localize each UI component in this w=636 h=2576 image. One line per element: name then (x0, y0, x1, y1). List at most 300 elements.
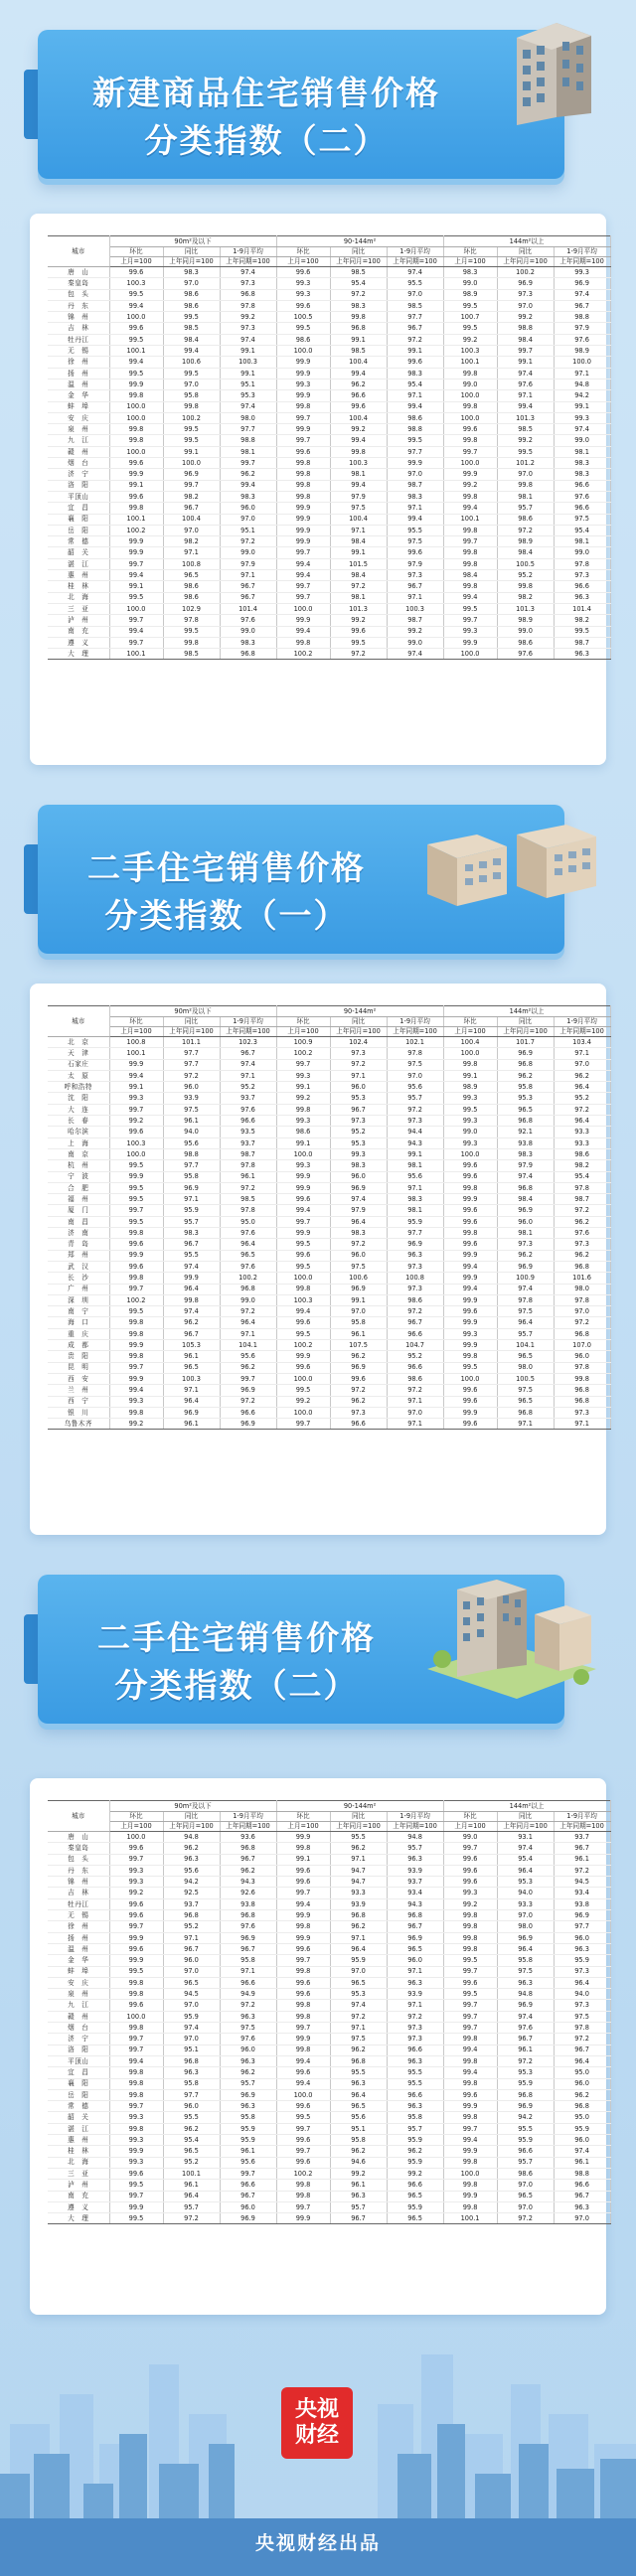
index-value-cell: 97.1 (163, 1194, 220, 1205)
index-value-cell: 96.8 (163, 2055, 220, 2066)
city-name-cell: 郑 州 (48, 1250, 109, 1261)
city-name-cell: 徐 州 (48, 357, 109, 368)
index-value-cell: 97.1 (387, 2000, 443, 2011)
index-value-cell: 96.9 (330, 1284, 387, 1294)
index-value-cell: 101.4 (220, 603, 276, 614)
index-value-cell: 100.4 (330, 357, 387, 368)
city-name-cell: 泸 州 (48, 2180, 109, 2191)
index-value-cell: 95.0 (220, 1216, 276, 1227)
index-value-cell: 96.0 (220, 2045, 276, 2055)
index-value-cell: 96.8 (497, 1116, 554, 1127)
index-value-cell: 99.5 (443, 1362, 497, 1373)
index-value-cell: 97.2 (497, 2213, 554, 2224)
index-value-cell: 97.1 (497, 390, 554, 401)
index-value-cell: 99.8 (276, 2000, 330, 2011)
column-group-size: 90m²及以下 (109, 1006, 276, 1017)
column-group-size: 90-144m² (276, 236, 443, 247)
index-value-cell: 99.4 (330, 480, 387, 491)
index-value-cell: 99.1 (109, 581, 163, 592)
index-value-cell: 99.9 (276, 1932, 330, 1943)
index-value-cell: 100.0 (276, 1373, 330, 1384)
index-value-cell: 95.7 (497, 503, 554, 514)
index-value-cell: 97.0 (387, 469, 443, 480)
index-value-cell: 96.4 (220, 1239, 276, 1250)
index-value-cell: 100.0 (109, 412, 163, 423)
index-value-cell: 97.0 (554, 2213, 610, 2224)
index-value-cell: 96.2 (554, 1250, 610, 1261)
city-name-cell: 金 华 (48, 390, 109, 401)
table-row (48, 1093, 610, 1104)
city-name-cell: 徐 州 (48, 1921, 109, 1932)
index-value-cell: 98.3 (330, 1228, 387, 1239)
city-name-cell: 成 都 (48, 1340, 109, 1351)
index-value-cell: 97.7 (554, 1921, 610, 1932)
index-value-cell: 98.9 (554, 346, 610, 357)
index-value-cell: 98.1 (387, 1160, 443, 1171)
index-value-cell: 99.9 (276, 503, 330, 514)
index-value-cell: 99.6 (387, 357, 443, 368)
index-value-cell: 97.2 (220, 1306, 276, 1317)
index-value-cell: 99.9 (109, 1955, 163, 1966)
index-value-cell: 96.7 (220, 1943, 276, 1954)
index-value-cell: 99.7 (109, 1104, 163, 1115)
index-value-cell: 97.4 (497, 2011, 554, 2022)
index-value-cell: 99.1 (276, 1137, 330, 1148)
index-value-cell: 97.0 (163, 2000, 220, 2011)
index-value-cell: 99.9 (109, 1171, 163, 1182)
index-value-cell: 97.9 (220, 558, 276, 569)
index-value-cell: 98.2 (554, 1160, 610, 1171)
index-value-cell: 99.8 (443, 401, 497, 412)
city-name-cell: 韶 关 (48, 2112, 109, 2123)
index-value-cell: 98.4 (443, 570, 497, 581)
index-value-cell: 96.2 (163, 1317, 220, 1328)
column-header-base: 上年同月=100 (497, 1822, 554, 1832)
index-value-cell: 100.0 (443, 1373, 497, 1384)
index-value-cell: 99.2 (330, 615, 387, 626)
table-row (48, 2011, 610, 2022)
index-value-cell: 99.5 (109, 1216, 163, 1227)
column-group-size: 90m²及以下 (109, 236, 276, 247)
index-value-cell: 99.9 (276, 615, 330, 626)
city-name-cell: 宁 波 (48, 1171, 109, 1182)
banner-title-line-2: 分类指数（一） (104, 896, 349, 935)
index-value-cell: 97.3 (497, 289, 554, 300)
table-row (48, 1160, 610, 1171)
index-value-cell: 96.3 (220, 2101, 276, 2112)
index-value-cell: 99.7 (443, 1966, 497, 1977)
index-value-cell: 99.5 (109, 1194, 163, 1205)
index-value-cell: 97.1 (554, 368, 610, 379)
index-value-cell: 97.6 (220, 1921, 276, 1932)
index-value-cell: 100.3 (443, 346, 497, 357)
index-value-cell: 97.4 (163, 2023, 220, 2034)
index-value-cell: 97.6 (497, 379, 554, 389)
index-value-cell: 95.7 (497, 2157, 554, 2168)
index-value-cell: 99.9 (109, 536, 163, 547)
index-value-cell: 99.6 (109, 1910, 163, 1921)
index-value-cell: 99.0 (443, 1832, 497, 1843)
index-value-cell: 95.3 (497, 2067, 554, 2078)
index-value-cell: 99.9 (276, 514, 330, 525)
column-header-base: 上月=100 (109, 1822, 163, 1832)
index-value-cell: 98.0 (220, 412, 276, 423)
index-value-cell: 99.6 (443, 1854, 497, 1865)
index-value-cell: 97.8 (163, 615, 220, 626)
table-row (48, 267, 610, 278)
index-value-cell: 98.8 (497, 323, 554, 334)
index-value-cell: 98.6 (497, 637, 554, 648)
index-value-cell: 97.3 (554, 2000, 610, 2011)
index-value-cell: 99.3 (554, 267, 610, 278)
index-value-cell: 95.5 (387, 2078, 443, 2089)
index-value-cell: 95.9 (387, 2157, 443, 2168)
index-value-cell: 97.0 (554, 1059, 610, 1070)
column-header-base: 上月=100 (109, 1027, 163, 1037)
index-value-cell: 99.6 (276, 2101, 330, 2112)
index-value-cell: 96.1 (220, 1171, 276, 1182)
table-row (48, 1832, 610, 1843)
index-value-cell: 99.7 (109, 2045, 163, 2055)
index-value-cell: 98.8 (554, 312, 610, 323)
index-value-cell: 99.9 (443, 1294, 497, 1305)
index-value-cell: 100.0 (276, 603, 330, 614)
table-row (48, 1182, 610, 1193)
index-value-cell: 99.8 (163, 1294, 220, 1305)
index-value-cell: 97.2 (330, 649, 387, 660)
index-value-cell: 97.8 (554, 1182, 610, 1193)
column-header-period: 1-9月平均 (220, 247, 276, 257)
index-table (48, 235, 611, 660)
city-name-cell: 南 宁 (48, 1306, 109, 1317)
index-value-cell: 95.8 (497, 1955, 554, 1966)
table-row (48, 1932, 610, 1943)
index-value-cell: 99.9 (109, 379, 163, 389)
index-value-cell: 99.9 (276, 1171, 330, 1182)
index-value-cell: 96.5 (497, 1351, 554, 1362)
index-value-cell: 99.5 (109, 334, 163, 345)
city-name-cell: 丹 东 (48, 300, 109, 311)
index-value-cell: 99.4 (276, 1306, 330, 1317)
index-value-cell: 97.9 (497, 1160, 554, 1171)
index-value-cell: 99.5 (109, 592, 163, 603)
index-value-cell: 96.1 (330, 1328, 387, 1339)
index-value-cell: 96.4 (497, 1943, 554, 1954)
index-value-cell: 99.6 (276, 446, 330, 457)
banner-title-line-1: 二手住宅销售价格 (97, 1618, 376, 1657)
index-value-cell: 96.8 (220, 649, 276, 660)
column-header-base: 上月=100 (109, 257, 163, 267)
table-row (48, 2067, 610, 2078)
index-value-cell: 96.4 (220, 1317, 276, 1328)
table-row (48, 446, 610, 457)
city-name-cell: 泉 州 (48, 424, 109, 435)
index-table (48, 1005, 611, 1430)
index-value-cell: 95.3 (497, 1093, 554, 1104)
index-value-cell: 99.4 (443, 2045, 497, 2055)
index-value-cell: 99.9 (276, 424, 330, 435)
index-value-cell: 96.8 (497, 1407, 554, 1418)
index-value-cell: 97.3 (387, 2023, 443, 2034)
table-row (48, 1306, 610, 1317)
index-value-cell: 99.6 (109, 1943, 163, 1954)
index-value-cell: 97.1 (220, 570, 276, 581)
index-value-cell: 96.7 (163, 1328, 220, 1339)
index-value-cell: 97.0 (387, 1407, 443, 1418)
index-value-cell: 99.8 (109, 1407, 163, 1418)
index-value-cell: 96.2 (220, 1865, 276, 1876)
index-value-cell: 96.2 (554, 1216, 610, 1227)
index-value-cell: 100.0 (109, 1148, 163, 1159)
table-row (48, 1966, 610, 1977)
column-header-period: 同比 (163, 247, 220, 257)
index-value-cell: 99.8 (443, 581, 497, 592)
index-value-cell: 95.2 (387, 1351, 443, 1362)
index-value-cell: 95.7 (163, 2201, 220, 2212)
column-group-size: 90m²及以下 (109, 1801, 276, 1812)
index-value-cell: 96.3 (387, 2055, 443, 2066)
index-value-cell: 96.2 (330, 2146, 387, 2157)
index-value-cell: 99.6 (443, 1865, 497, 1876)
index-value-cell: 99.0 (220, 547, 276, 558)
index-value-cell: 96.4 (497, 1865, 554, 1876)
index-value-cell: 94.0 (163, 1127, 220, 1137)
city-name-cell: 安 庆 (48, 412, 109, 423)
index-value-cell: 97.4 (330, 2000, 387, 2011)
city-name-cell: 合 肥 (48, 1182, 109, 1193)
index-value-cell: 96.6 (497, 2146, 554, 2157)
index-value-cell: 96.2 (497, 1250, 554, 1261)
index-value-cell: 97.4 (163, 1306, 220, 1317)
index-value-cell: 99.1 (443, 1070, 497, 1081)
index-value-cell: 98.4 (497, 1194, 554, 1205)
index-value-cell: 96.9 (163, 1407, 220, 1418)
index-value-cell: 99.3 (443, 1328, 497, 1339)
index-value-cell: 99.5 (387, 435, 443, 446)
index-value-cell: 99.2 (497, 312, 554, 323)
index-value-cell: 96.8 (163, 1910, 220, 1921)
city-name-cell: 银 川 (48, 1407, 109, 1418)
table-card (30, 1778, 606, 2315)
index-value-cell: 97.4 (554, 289, 610, 300)
index-value-cell: 96.6 (330, 390, 387, 401)
index-value-cell: 97.3 (220, 323, 276, 334)
index-value-cell: 99.4 (443, 1261, 497, 1272)
index-value-cell: 99.2 (109, 1419, 163, 1430)
index-value-cell: 97.6 (220, 615, 276, 626)
city-name-cell: 宜 昌 (48, 2067, 109, 2078)
city-name-cell: 宜 昌 (48, 503, 109, 514)
index-value-cell: 99.6 (443, 1419, 497, 1430)
index-value-cell: 96.8 (497, 1059, 554, 1070)
index-value-cell: 98.3 (163, 1228, 220, 1239)
index-value-cell: 96.0 (220, 2201, 276, 2212)
index-value-cell: 97.1 (387, 1419, 443, 1430)
index-value-cell: 97.0 (497, 2180, 554, 2191)
index-value-cell: 100.1 (163, 2168, 220, 2179)
index-value-cell: 98.9 (443, 289, 497, 300)
index-value-cell: 99.9 (276, 2034, 330, 2045)
index-value-cell: 96.4 (497, 1317, 554, 1328)
index-value-cell: 99.6 (276, 2157, 330, 2168)
index-value-cell: 99.4 (109, 357, 163, 368)
index-value-cell: 98.6 (276, 1127, 330, 1137)
index-value-cell: 95.8 (330, 2135, 387, 2146)
index-value-cell: 97.8 (497, 1294, 554, 1305)
index-value-cell: 97.3 (554, 1966, 610, 1977)
city-name-cell: 洛 阳 (48, 2045, 109, 2055)
index-value-cell: 99.8 (443, 2201, 497, 2212)
index-value-cell: 96.8 (497, 1182, 554, 1193)
index-value-cell: 99.6 (276, 1194, 330, 1205)
index-value-cell: 99.8 (109, 2078, 163, 2089)
table-row (48, 2201, 610, 2212)
index-value-cell: 104.1 (220, 1340, 276, 1351)
column-header-base: 上月=100 (443, 257, 497, 267)
table-row (48, 1340, 610, 1351)
index-value-cell: 99.8 (109, 1977, 163, 1988)
city-name-cell: 三 亚 (48, 2168, 109, 2179)
city-name-cell: 岳 阳 (48, 525, 109, 535)
index-value-cell: 100.0 (109, 401, 163, 412)
index-value-cell: 97.0 (330, 1306, 387, 1317)
index-value-cell: 95.8 (497, 1082, 554, 1093)
index-value-cell: 99.6 (109, 323, 163, 334)
city-name-cell: 济 宁 (48, 2034, 109, 2045)
index-value-cell: 99.1 (163, 446, 220, 457)
city-name-cell: 天 津 (48, 1048, 109, 1059)
city-name-cell: 丹 东 (48, 1865, 109, 1876)
city-name-cell: 青 岛 (48, 1239, 109, 1250)
index-value-cell: 99.1 (387, 346, 443, 357)
index-value-cell: 99.9 (276, 390, 330, 401)
index-value-cell: 100.1 (109, 346, 163, 357)
index-value-cell: 100.3 (276, 1294, 330, 1305)
credit-text: 央视财经出品 (254, 2532, 381, 2554)
city-name-cell: 遵 义 (48, 637, 109, 648)
index-value-cell: 99.7 (220, 2168, 276, 2179)
index-value-cell: 99.5 (554, 626, 610, 637)
index-value-cell: 99.4 (276, 2055, 330, 2066)
index-value-cell: 97.0 (163, 379, 220, 389)
table-row (48, 435, 610, 446)
index-value-cell: 99.4 (387, 401, 443, 412)
index-value-cell: 99.6 (109, 1239, 163, 1250)
index-value-cell: 96.1 (554, 1854, 610, 1865)
index-value-cell: 99.5 (276, 1261, 330, 1272)
index-value-cell: 98.6 (276, 334, 330, 345)
index-value-cell: 96.8 (554, 2101, 610, 2112)
index-value-cell: 96.3 (387, 1250, 443, 1261)
city-name-cell: 湛 江 (48, 2123, 109, 2134)
index-value-cell: 95.9 (497, 2078, 554, 2089)
index-value-cell: 99.7 (276, 581, 330, 592)
index-value-cell: 99.0 (497, 626, 554, 637)
table-row (48, 1294, 610, 1305)
table-card (30, 984, 606, 1535)
index-value-cell: 99.8 (443, 2078, 497, 2089)
index-value-cell: 92.1 (497, 1127, 554, 1137)
index-value-cell: 97.5 (163, 1104, 220, 1115)
index-value-cell: 97.4 (163, 1261, 220, 1272)
index-value-cell: 96.8 (220, 289, 276, 300)
index-value-cell: 99.4 (497, 401, 554, 412)
index-value-cell: 100.0 (276, 2089, 330, 2100)
table-row (48, 1373, 610, 1384)
index-value-cell: 98.3 (220, 637, 276, 648)
index-value-cell: 98.5 (387, 300, 443, 311)
index-value-cell: 99.1 (554, 401, 610, 412)
index-value-cell: 97.5 (330, 1261, 387, 1272)
index-value-cell: 97.4 (554, 424, 610, 435)
table-row (48, 2112, 610, 2123)
index-value-cell: 98.4 (330, 536, 387, 547)
index-value-cell: 96.9 (163, 469, 220, 480)
index-value-cell: 99.7 (109, 1854, 163, 1865)
table-row (48, 323, 610, 334)
index-value-cell: 98.8 (554, 2168, 610, 2179)
index-value-cell: 97.1 (497, 1419, 554, 1430)
index-value-cell: 101.1 (163, 1037, 220, 1048)
index-value-cell: 95.4 (163, 2135, 220, 2146)
index-value-cell: 97.2 (330, 581, 387, 592)
index-value-cell: 98.3 (387, 1194, 443, 1205)
index-value-cell: 97.1 (387, 1182, 443, 1193)
index-value-cell: 97.2 (387, 1104, 443, 1115)
index-value-cell: 93.7 (220, 1093, 276, 1104)
table-row (48, 1070, 610, 1081)
city-name-cell: 包 头 (48, 1854, 109, 1865)
index-value-cell: 99.2 (109, 1888, 163, 1898)
table-row (48, 1888, 610, 1898)
index-value-cell: 99.8 (497, 581, 554, 592)
index-value-cell: 96.1 (554, 2157, 610, 2168)
index-value-cell: 97.0 (220, 514, 276, 525)
index-value-cell: 96.7 (554, 2191, 610, 2201)
index-value-cell: 99.8 (109, 2023, 163, 2034)
index-value-cell: 97.0 (497, 469, 554, 480)
index-value-cell: 97.2 (163, 2213, 220, 2224)
index-value-cell: 99.7 (276, 1059, 330, 1070)
index-value-cell: 99.8 (163, 401, 220, 412)
index-value-cell: 95.1 (330, 2123, 387, 2134)
index-value-cell: 98.5 (330, 346, 387, 357)
index-value-cell: 99.6 (109, 458, 163, 469)
index-value-cell: 99.6 (109, 1843, 163, 1854)
index-value-cell: 98.3 (554, 458, 610, 469)
table-row (48, 1104, 610, 1115)
index-value-cell: 96.6 (554, 503, 610, 514)
index-value-cell: 99.7 (276, 2146, 330, 2157)
index-value-cell: 98.4 (330, 570, 387, 581)
index-value-cell: 95.8 (163, 390, 220, 401)
city-name-cell: 南 京 (48, 1148, 109, 1159)
index-value-cell: 93.8 (220, 1898, 276, 1909)
index-value-cell: 99.8 (443, 525, 497, 535)
index-value-cell: 97.1 (554, 1419, 610, 1430)
index-value-cell: 93.7 (220, 1137, 276, 1148)
index-value-cell: 96.5 (330, 1977, 387, 1988)
index-value-cell: 99.6 (109, 2168, 163, 2179)
index-value-cell: 98.6 (387, 1294, 443, 1305)
index-value-cell: 99.9 (387, 458, 443, 469)
index-value-cell: 97.1 (163, 1385, 220, 1396)
index-value-cell: 99.2 (220, 312, 276, 323)
index-value-cell: 96.5 (387, 2191, 443, 2201)
index-value-cell: 99.7 (276, 2023, 330, 2034)
index-value-cell: 97.1 (387, 592, 443, 603)
index-value-cell: 100.7 (443, 312, 497, 323)
